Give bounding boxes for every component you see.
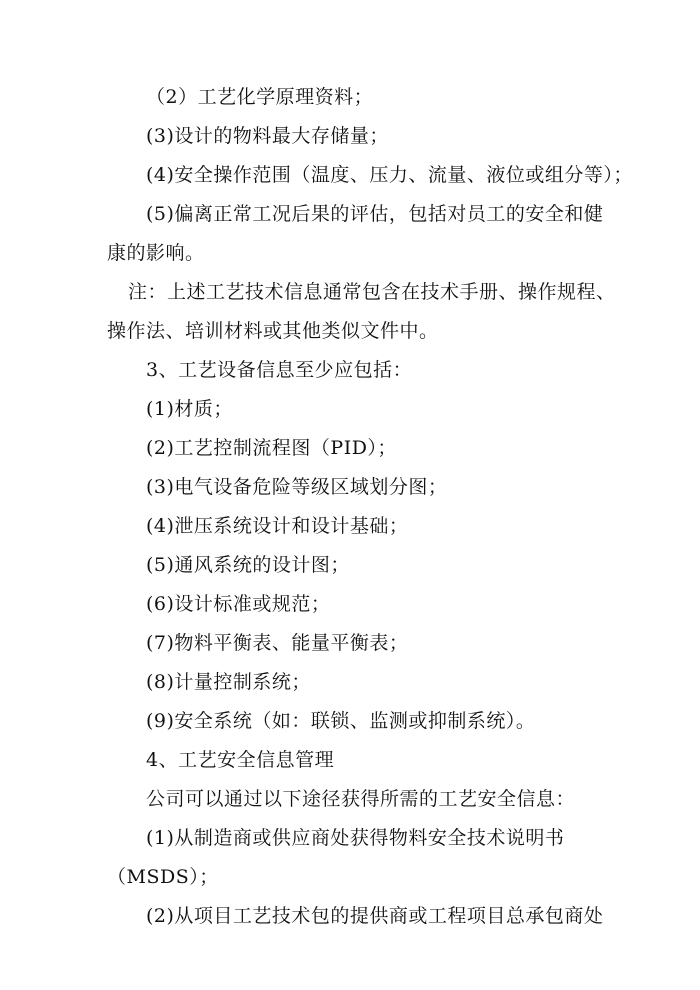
list-item: (4)泄压系统设计和设计基础； xyxy=(146,515,409,537)
paragraph-line: (4)安全操作范围（温度、压力、流量、液位或组分等）； xyxy=(146,164,633,186)
note-line: 注：上述工艺技术信息通常包含在技术手册、操作规程、 xyxy=(128,281,616,303)
list-item: (1)从制造商或供应商处获得物料安全技术说明书 xyxy=(146,827,565,849)
note-line: 操作法、培训材料或其他类似文件中。 xyxy=(107,320,439,342)
list-item: (2)工艺控制流程图（PID）； xyxy=(146,437,397,459)
paragraph-line: 公司可以通过以下途径获得所需的工艺安全信息： xyxy=(146,788,576,810)
paragraph-line: (5)偏离正常工况后果的评估，包括对员工的安全和健 xyxy=(146,203,604,225)
list-item: (1)材质； xyxy=(146,398,233,420)
list-item: （MSDS）； xyxy=(107,866,219,888)
section-heading: 4、工艺安全信息管理 xyxy=(146,749,335,771)
list-item: (9)安全系统（如：联锁、监测或抑制系统）。 xyxy=(146,710,536,732)
list-item: (6)设计标准或规范； xyxy=(146,593,331,615)
paragraph-line: 康的影响。 xyxy=(107,242,205,264)
paragraph-line: (3)设计的物料最大存储量； xyxy=(146,125,389,147)
section-heading: 3、工艺设备信息至少应包括： xyxy=(146,359,413,381)
list-item: (2)从项目工艺技术包的提供商或工程项目总承包商处 xyxy=(146,905,604,927)
list-item: (8)计量控制系统； xyxy=(146,671,311,693)
list-item: (3)电气设备危险等级区域划分图； xyxy=(146,476,448,498)
list-item: (5)通风系统的设计图； xyxy=(146,554,350,576)
paragraph-line: （2）工艺化学原理资料； xyxy=(146,86,374,108)
list-item: (7)物料平衡表、能量平衡表； xyxy=(146,632,409,654)
